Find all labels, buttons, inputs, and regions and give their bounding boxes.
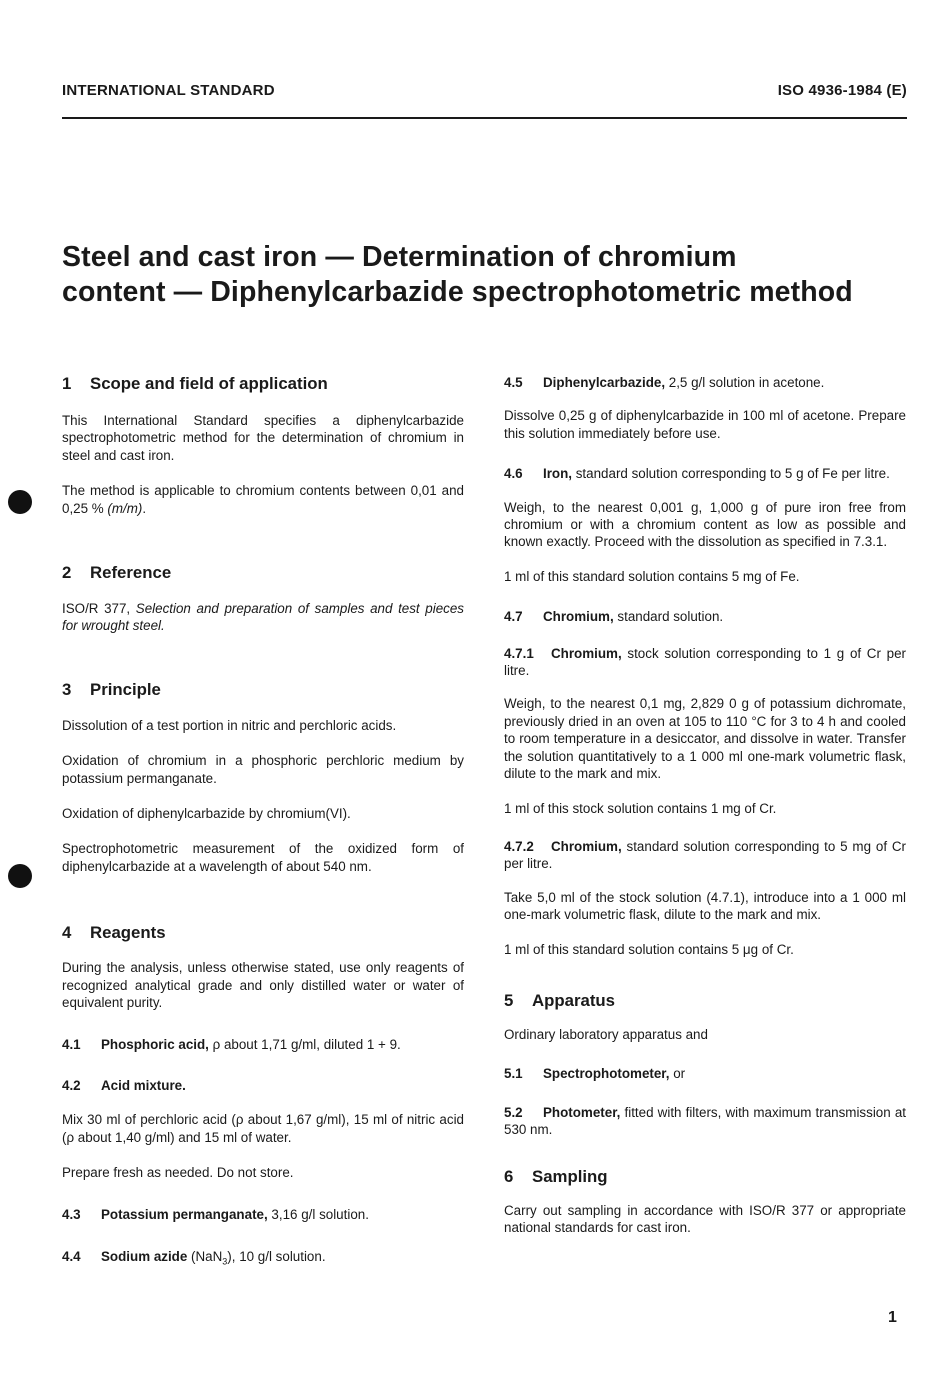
section-1-heading: 1 Scope and field of application bbox=[62, 374, 328, 393]
item-5-2: 5.2 Photometer, fitted with filters, with maximum transmission at 530 nm. bbox=[504, 1104, 906, 1138]
item-4-7-2-para-1: Take 5,0 ml of the stock solution (4.7.1), introduce into a 1 000 ml one-mark volumetric flask, dilute to the mark and mix. bbox=[504, 889, 906, 923]
item-4-1: 4.1 Phosphoric acid, ρ about 1,71 g/ml, diluted 1 + 9. bbox=[62, 1036, 401, 1052]
header-rule bbox=[62, 117, 907, 119]
running-header bbox=[62, 82, 907, 102]
section-4-heading: 4 Reagents bbox=[62, 923, 166, 943]
section-2-para-1: ISO/R 377, Selection and preparation of samples and test pieces for wrought steel. bbox=[62, 601, 464, 634]
item-4-3: 4.3 Potassium permanganate, 3,16 g/l solution. bbox=[62, 1206, 369, 1222]
item-4-7-2-para-2: 1 ml of this standard solution contains 5 μg of Cr. bbox=[504, 941, 794, 957]
section-6-heading: 6 Sampling bbox=[504, 1166, 608, 1186]
section-2-heading: 2 Reference bbox=[62, 563, 172, 583]
item-4-2: 4.2 Acid mixture. bbox=[62, 1077, 186, 1093]
item-4-7-1-para-1: Weigh, to the nearest 0,1 mg, 2,829 0 g of potassium dichromate, previously dried in an oven at 105 to 110 °C for 3 to 4 h and cooled to room temperature in a desiccator, and dissolve in water. Transfer the solution quantitatively to a 1 000 ml one-mark volumetric flask, dilute to the mark and mix. bbox=[504, 696, 906, 782]
title-line-1: Steel and cast iron — Determination of chromium bbox=[62, 241, 737, 273]
item-4-2-para-1: Mix 30 ml of perchloric acid (ρ about 1,67 g/ml), 15 ml of nitric acid (ρ about 1,40 g/ml) and 15 ml of water. bbox=[62, 1112, 464, 1145]
section-3-para-4: Spectrophotometric measurement of the oxidized form of diphenylcarbazide at a wavelength of about 540 nm. bbox=[62, 841, 464, 874]
header-left: INTERNATIONAL STANDARD bbox=[62, 82, 275, 99]
item-4-5: 4.5 Diphenylcarbazide, 2,5 g/l solution in acetone. bbox=[504, 375, 825, 390]
section-3-heading: 3 Principle bbox=[62, 679, 161, 699]
item-4-6: 4.6 Iron, standard solution corresponding to 5 g of Fe per litre. bbox=[504, 466, 890, 482]
margin-bullet-2 bbox=[8, 864, 32, 888]
item-4-6-para-1: Weigh, to the nearest 0,001 g, 1,000 g of pure iron free from chromium or with a chromium content as low as possible and known exactly. Proceed with the dissolution as specified in 7.3.1. bbox=[504, 499, 906, 550]
item-4-4: 4.4 Sodium azide (NaN$_3$), 10 g/l solution. bbox=[62, 1248, 326, 1267]
title-line-2: content — Diphenylcarbazide spectrophotometric method bbox=[62, 276, 853, 308]
section-5-heading: 5 Apparatus bbox=[504, 990, 615, 1010]
item-4-6-para-2: 1 ml of this standard solution contains 5 mg of Fe. bbox=[504, 568, 800, 584]
margin-bullet-1 bbox=[8, 490, 32, 514]
item-4-2-para-2: Prepare fresh as needed. Do not store. bbox=[62, 1165, 294, 1181]
item-4-7-2: 4.7.2 Chromium, standard solution corresponding to 5 mg of Cr per litre. bbox=[504, 838, 906, 872]
item-4-7-1-para-2: 1 ml of this stock solution contains 1 mg of Cr. bbox=[504, 800, 777, 816]
section-3-para-3: Oxidation of diphenylcarbazide by chromium(VI). bbox=[62, 806, 351, 822]
right-column bbox=[504, 372, 906, 1236]
section-5-para-1: Ordinary laboratory apparatus and bbox=[504, 1026, 708, 1042]
section-1-para-1: This International Standard specifies a diphenylcarbazide spectrophotometric method for the determination of chromium in steel and cast iron. bbox=[62, 413, 464, 463]
section-1-para-2: The method is applicable to chromium contents between 0,01 and 0,25 % (m/m). bbox=[62, 483, 464, 516]
item-5-1: 5.1 Spectrophotometer, or bbox=[504, 1066, 686, 1082]
section-3-para-1: Dissolution of a test portion in nitric and perchloric acids. bbox=[62, 717, 397, 733]
header-right: ISO 4936-1984 (E) bbox=[777, 82, 907, 99]
page-number: 1 bbox=[888, 1309, 897, 1326]
section-6-para-1: Carry out sampling in accordance with ISO/R 377 or appropriate national standards for cast iron. bbox=[504, 1202, 906, 1235]
left-column bbox=[62, 372, 464, 1265]
section-3-para-2: Oxidation of chromium in a phosphoric perchloric medium by potassium permanganate. bbox=[62, 753, 464, 786]
item-4-7: 4.7 Chromium, standard solution. bbox=[504, 609, 724, 625]
section-4-para-1: During the analysis, unless otherwise stated, use only reagents of recognized analytical grade and only distilled water or water of equivalent purity. bbox=[62, 960, 464, 1011]
item-4-7-1: 4.7.1 Chromium, stock solution corresponding to 1 g of Cr per litre. bbox=[504, 645, 906, 679]
document-title bbox=[62, 240, 922, 310]
item-4-5-para-1: Dissolve 0,25 g of diphenylcarbazide in 100 ml of acetone. Prepare this solution immediately before use. bbox=[504, 408, 906, 441]
